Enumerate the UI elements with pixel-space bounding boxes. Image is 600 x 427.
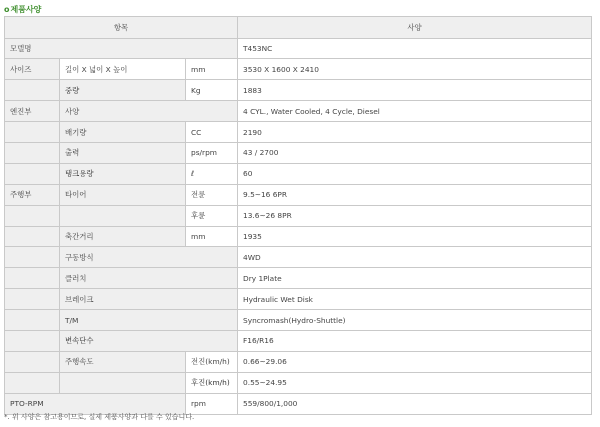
table-row [5,101,592,122]
spec-table [4,16,592,415]
row-unit-displacement: CC [186,122,238,143]
table-row [5,184,592,205]
table-row [5,38,592,59]
footnote: *. 위 사양은 참고용이므로, 실제 제품사양과 다를 수 있습니다. [4,413,195,421]
row-value-speed-forward: 0.66~29.06 [238,351,592,372]
table-row [5,310,592,331]
table-row [5,247,592,268]
row-label-gears: 변속단수 [60,330,238,351]
header-spec: 사양 [238,17,592,39]
row-value-drive: 4WD [238,247,592,268]
table-row [5,205,592,226]
group-cell [5,142,60,163]
section-title-label: 제품사양 [10,5,42,14]
row-label-model: 모델명 [5,38,238,59]
row-value-tm: Syncromash(Hydro-Shuttle) [238,310,592,331]
group-cell [5,226,60,247]
table-row [5,142,592,163]
group-cell [5,289,60,310]
row-value-tire-front: 9.5~16 6PR [238,184,592,205]
table-row [5,268,592,289]
group-cell [5,351,60,372]
row-value-speed-reverse: 0.55~24.95 [238,372,592,393]
row-value-gears: F16/R16 [238,330,592,351]
empty-cell [60,205,186,226]
row-label-wheelbase: 축간거리 [60,226,186,247]
row-label-brake: 브레이크 [60,289,238,310]
row-unit-output: ps/rpm [186,142,238,163]
header-item: 항목 [5,17,238,39]
row-value-tank: 60 [238,163,592,184]
group-label-size: 사이즈 [5,59,60,80]
row-label-speed: 주행속도 [60,351,186,372]
table-row [5,122,592,143]
group-label-engine: 엔진부 [5,101,60,122]
row-value-size: 3530 X 1600 X 2410 [238,59,592,80]
row-value-model: T453NC [238,38,592,59]
row-value-tire-rear: 13.6~26 8PR [238,205,592,226]
row-unit-wheelbase: mm [186,226,238,247]
header-row [5,17,592,39]
row-label-clutch: 클러치 [60,268,238,289]
row-label-engine-spec: 사양 [60,101,238,122]
row-sub-speed-reverse: 후진(km/h) [186,372,238,393]
row-value-brake: Hydraulic Wet Disk [238,289,592,310]
section-title [4,4,41,16]
table-row [5,59,592,80]
row-unit-weight: Kg [186,80,238,101]
row-sub-tire-rear: 후륜 [186,205,238,226]
row-sub-speed-forward: 전진(km/h) [186,351,238,372]
row-value-clutch: Dry 1Plate [238,268,592,289]
group-cell [5,163,60,184]
row-unit-pto: rpm [186,393,238,414]
row-label-output: 출력 [60,142,186,163]
row-label-size: 길이 X 넓이 X 높이 [60,59,186,80]
group-cell [5,372,60,393]
row-unit-tank: ℓ [186,163,238,184]
group-cell [5,122,60,143]
row-sub-tire-front: 전륜 [186,184,238,205]
table-row [5,330,592,351]
row-value-weight: 1883 [238,80,592,101]
group-label-drive-train: 주행부 [5,184,60,205]
group-cell [5,247,60,268]
row-label-weight: 중량 [60,80,186,101]
empty-cell [60,372,186,393]
group-cell [5,268,60,289]
bullet-icon: o [4,5,10,14]
group-cell [5,80,60,101]
row-value-pto: 559/800/1,000 [238,393,592,414]
table-row [5,289,592,310]
group-cell [5,205,60,226]
row-label-pto: PTO-RPM [5,393,186,414]
row-value-output: 43 / 2700 [238,142,592,163]
table-row [5,226,592,247]
table-row [5,372,592,393]
row-label-drive: 구동방식 [60,247,238,268]
row-value-engine-spec: 4 CYL., Water Cooled, 4 Cycle, Diesel [238,101,592,122]
row-label-displacement: 배기량 [60,122,186,143]
row-label-tank: 탱크용량 [60,163,186,184]
table-row [5,80,592,101]
table-row [5,393,592,414]
table-row [5,163,592,184]
table-row [5,351,592,372]
row-label-tm: T/M [60,310,238,331]
row-value-displacement: 2190 [238,122,592,143]
group-cell [5,310,60,331]
row-value-wheelbase: 1935 [238,226,592,247]
group-cell [5,330,60,351]
row-unit-size: mm [186,59,238,80]
row-label-tire: 타이어 [60,184,186,205]
